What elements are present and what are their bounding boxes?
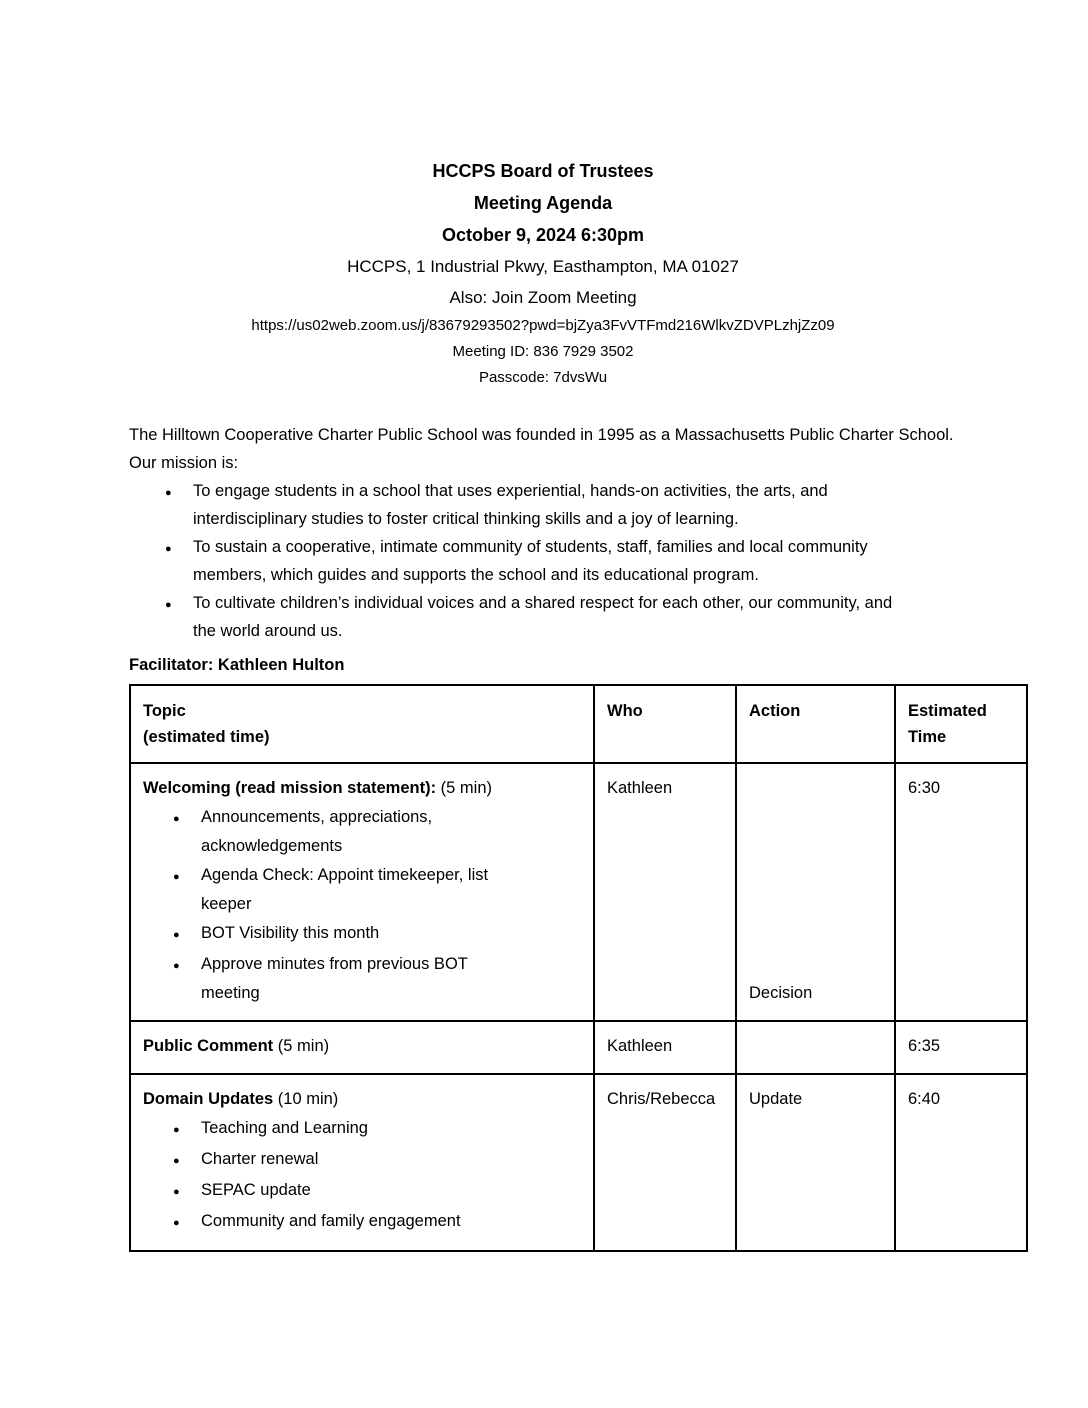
topic-title: Welcoming (read mission statement): bbox=[143, 779, 437, 797]
col-header-action: Action bbox=[736, 685, 895, 763]
cell-topic bbox=[130, 763, 594, 1021]
cell-topic bbox=[130, 1021, 594, 1074]
doc-title-line-1: HCCPS Board of Trustees bbox=[432, 161, 654, 181]
bullet-icon: ● bbox=[165, 599, 172, 611]
topic-title-line bbox=[143, 1032, 583, 1061]
list-item-text: Announcements, appreciations, acknowledgements bbox=[201, 808, 433, 855]
list-item-text: Teaching and Learning bbox=[201, 1119, 368, 1137]
cell-action bbox=[736, 1021, 895, 1074]
table-header-row bbox=[130, 685, 1027, 763]
topic-title-line bbox=[143, 1085, 583, 1114]
bullet-icon: ● bbox=[173, 1155, 180, 1167]
doc-title-line-3: October 9, 2024 6:30pm bbox=[441, 225, 645, 245]
topic-title: Domain Updates bbox=[143, 1090, 274, 1108]
list-item bbox=[173, 1176, 583, 1207]
topic-bullet-list bbox=[143, 803, 583, 1008]
list-item bbox=[173, 919, 583, 950]
bullet-icon: ● bbox=[173, 1124, 180, 1136]
list-item bbox=[173, 861, 583, 919]
topic-title-line bbox=[143, 774, 583, 803]
zoom-invite-label: Also: Join Zoom Meeting bbox=[449, 288, 637, 307]
list-item-text: Approve minutes from previous BOT meeting bbox=[201, 955, 468, 1002]
list-item bbox=[173, 1207, 583, 1238]
list-item-text: SEPAC update bbox=[201, 1181, 311, 1199]
bullet-icon: ● bbox=[173, 960, 180, 972]
intro-paragraph: The Hilltown Cooperative Charter Public School was founded in 1995 as a Massachusetts Public Charter School. Our mission is: bbox=[129, 426, 954, 472]
agenda-table bbox=[129, 684, 1028, 1252]
col-header-estimated-time: Estimated Time bbox=[895, 685, 1027, 763]
mission-list bbox=[129, 477, 957, 645]
table-row bbox=[130, 1074, 1027, 1251]
cell-action: Update bbox=[736, 1074, 895, 1251]
topic-bullet-list bbox=[143, 1114, 583, 1238]
bullet-icon: ● bbox=[173, 929, 180, 941]
zoom-link: https://us02web.zoom.us/j/83679293502?pwd=bjZya3FvVTFmd216WlkvZDVPLzhjZz09 bbox=[251, 317, 835, 334]
cell-who: Kathleen bbox=[594, 1021, 736, 1074]
bullet-icon: ● bbox=[165, 543, 172, 555]
topic-duration: (5 min) bbox=[273, 1037, 330, 1055]
cell-who: Chris/Rebecca bbox=[594, 1074, 736, 1251]
cell-action: Decision bbox=[736, 763, 895, 1021]
passcode: Passcode: 7dvsWu bbox=[478, 369, 608, 386]
cell-estimated-time: 6:30 bbox=[895, 763, 1027, 1021]
cell-estimated-time: 6:35 bbox=[895, 1021, 1027, 1074]
mission-item-text: To cultivate children’s individual voices and a shared respect for each other, our community, and the world around us. bbox=[193, 594, 893, 640]
list-item bbox=[173, 950, 583, 1008]
mission-item bbox=[165, 477, 897, 533]
mission-item bbox=[165, 533, 897, 589]
cell-topic bbox=[130, 1074, 594, 1251]
mission-item bbox=[165, 589, 897, 645]
col-header-who: Who bbox=[594, 685, 736, 763]
topic-title: Public Comment bbox=[143, 1037, 274, 1055]
list-item-text: Charter renewal bbox=[201, 1150, 319, 1168]
bullet-icon: ● bbox=[165, 487, 172, 499]
list-item bbox=[173, 803, 583, 861]
col-header-topic-line-2: (estimated time) bbox=[143, 728, 270, 746]
topic-duration: (10 min) bbox=[273, 1090, 339, 1108]
table-row bbox=[130, 763, 1027, 1021]
mission-item-text: To engage students in a school that uses experiential, hands-on activities, the arts, and interdisciplinary studies to foster critical thinking skills and a joy of learning. bbox=[193, 482, 828, 528]
cell-who: Kathleen bbox=[594, 763, 736, 1021]
meeting-id: Meeting ID: 836 7929 3502 bbox=[452, 343, 634, 360]
list-item bbox=[173, 1145, 583, 1176]
bullet-icon: ● bbox=[173, 1186, 180, 1198]
bullet-icon: ● bbox=[173, 871, 180, 883]
cell-estimated-time: 6:40 bbox=[895, 1074, 1027, 1251]
list-item-text: BOT Visibility this month bbox=[201, 924, 380, 942]
document-header bbox=[129, 155, 957, 391]
bullet-icon: ● bbox=[173, 1217, 180, 1229]
col-header-topic bbox=[130, 685, 594, 763]
list-item-text: Community and family engagement bbox=[201, 1212, 461, 1230]
facilitator-line: Facilitator: Kathleen Hulton bbox=[129, 656, 345, 674]
col-header-topic-line-1: Topic bbox=[143, 702, 186, 720]
topic-duration: (5 min) bbox=[436, 779, 493, 797]
mission-item-text: To sustain a cooperative, intimate community of students, staff, families and local community members, which guides and supports the school and its educational program. bbox=[193, 538, 868, 584]
doc-title-line-2: Meeting Agenda bbox=[473, 193, 613, 213]
list-item-text: Agenda Check: Appoint timekeeper, list keeper bbox=[201, 866, 489, 913]
table-row bbox=[130, 1021, 1027, 1074]
list-item bbox=[173, 1114, 583, 1145]
bullet-icon: ● bbox=[173, 813, 180, 825]
meeting-location: HCCPS, 1 Industrial Pkwy, Easthampton, MA 01027 bbox=[347, 257, 739, 276]
